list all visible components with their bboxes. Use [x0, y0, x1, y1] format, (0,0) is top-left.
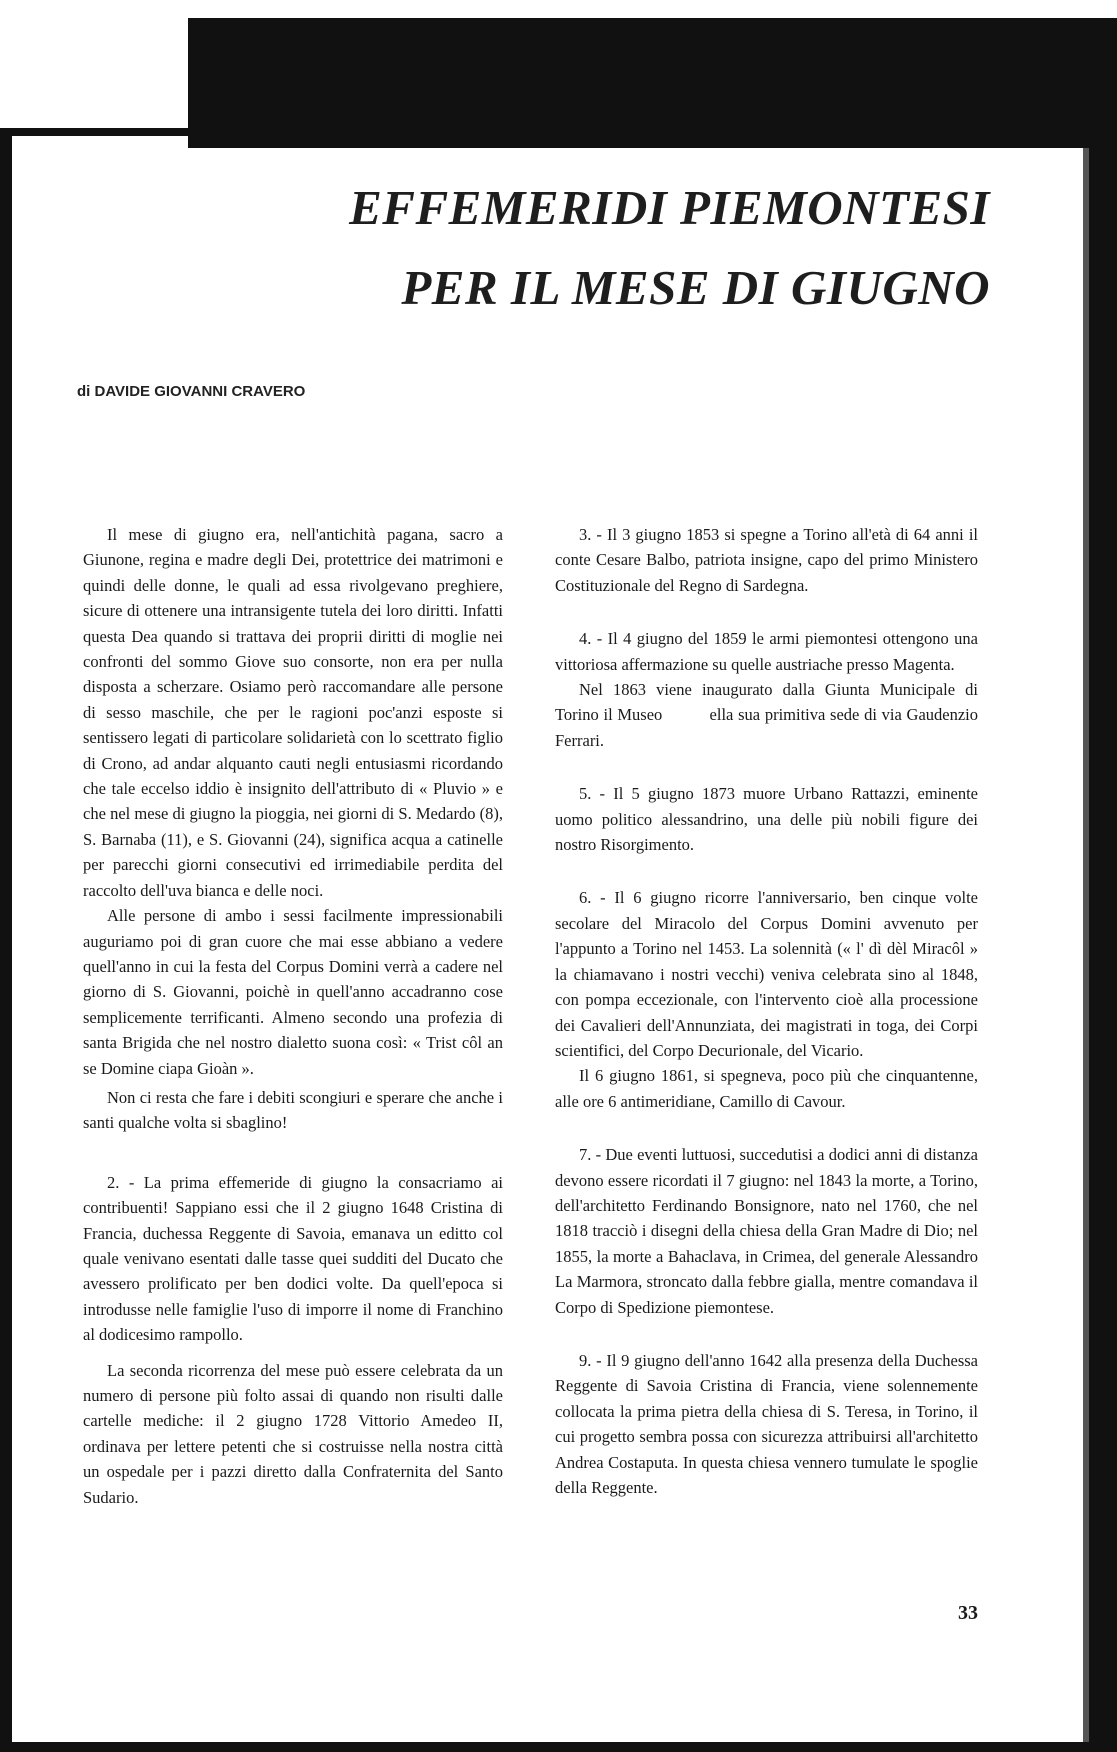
paragraph: La seconda ricorrenza del mese può essere celebrata da un numero di persone più folto assai di quando non risulti dalle cartelle mediche: il 2 giugno 1728 Vittorio Amedeo II, ordinava per lettere petenti che si costruisse nella nostra città un ospedale per i pazzi diretto dalla Confraternita del Santo Sudario. [83, 1360, 503, 1507]
paragraph: 4. - Il 4 giugno del 1859 le armi piemontesi ottengono una vittoriosa affermazione su quelle austriache presso Magenta. [555, 629, 978, 674]
author-byline: di DAVIDE GIOVANNI CRAVERO [77, 383, 306, 400]
header-black-bar [188, 18, 1117, 148]
right-column [555, 522, 983, 1500]
paragraph: Il mese di giugno era, nell'antichità pagana, sacro a Giunone, regina e madre degli Dei, protettrice dei matrimoni e quindi delle donne, le quali ad essa rivolgevano preghiere, sicure di ottenere una intransigente tutela dei loro diritti. Infatti questa Dea quando si trattava dei proprii diritti di moglie nei confronti del sommo Giove suo consorte, non era per nulla disposta a scherzare. Osiamo però raccomandare alle persone di sesso maschile, che per le ragioni poc'anzi esposte si sentissero legati di particolare solidarietà con lo scettrato figlio di Crono, ad andar alquanto cauti negli entusiasmi ricordando che tale eccelso iddio è insignito dell'attributo di « Pluvio » e che nel mese di giugno la pioggia, nei giorni di S. Medardo (8), S. Barnaba (11), e S. Giovanni (24), significa acqua a catinelle per parecchi giorni consecutivi ed irrimediabile perdita del raccolto dell'uva bianca e delle noci. [83, 525, 503, 900]
frame-bottom-border [0, 1742, 1117, 1752]
title-line-2: PER IL MESE DI GIUGNO [401, 260, 990, 315]
frame-top-left-border [0, 128, 200, 136]
frame-left-border [0, 130, 12, 1752]
paragraph: Il 6 giugno 1861, si spegneva, poco più che cinquantenne, alle ore 6 antimeridiane, Camillo di Cavour. [555, 1066, 978, 1111]
paragraph: 6. - Il 6 giugno ricorre l'anniversario, ben cinque volte secolare del Miracolo del Corpus Domini avvenuto per l'appunto a Torino nel 1453. La solennità (« l' dì dèl Miracôl » la chiamavano i nostri vecchi) veniva celebrata sino al 1848, con pompa eccezionale, con l'intervento cioè alla processione dei Cavalieri dell'Annunziata, dei magistrati in toga, dei Corpi scientifici, del Corpo Decurionale, del Vicario. [555, 888, 978, 1060]
paragraph: 2. - La prima effemeride di giugno la consacriamo ai contribuenti! Sappiano essi che il 2 giugno 1648 Cristina di Francia, duchessa Reggente di Savoia, emanava un editto col quale venivano esentati dalle tasse quei sudditi del Ducato che avessero prolificato per ben dodici volte. Da quell'epoca si introdusse nelle famiglie l'uso di imporre il nome di Franchino al dodicesimo rampollo. [83, 1172, 503, 1345]
paragraph: Non ci resta che fare i debiti scongiuri e sperare che anche i santi qualche volta si sbaglino! [83, 1087, 503, 1133]
paragraph: Alle persone di ambo i sessi facilmente impressionabili auguriamo poi di gran cuore che mai esse abbiano a vedere quell'anno in cui la festa del Corpus Domini verrà a cadere nel giorno di S. Giovanni, poichè in quell'anno accadranno cose semplicemente terrificanti. Almeno secondo una profezia di santa Brigida che nel nostro dialetto suona così: « Trist côl an se Domine ciapa Gioàn ». [83, 906, 503, 1078]
paragraph: 7. - Due eventi luttuosi, succedutisi a dodici anni di distanza devono essere ricordati il 7 giugno: nel 1843 la morte, a Torino, dell'architetto Ferdinando Bonsignore, nato nel 1760, che nel 1818 tracciò i disegni della chiesa della Gran Madre di Dio; nel 1855, la morte a Bahaclava, in Crimea, del generale Alessandro La Marmora, stroncato dalla febbre gialla, mentre comandava il Corpo di Spedizione piemontese. [555, 1145, 978, 1317]
frame-right-border [1089, 148, 1117, 1752]
left-column [83, 522, 503, 1510]
paragraph: 9. - Il 9 giugno dell'anno 1642 alla presenza della Duchessa Reggente di Savoia Cristina di Francia, viene solennemente collocata la prima pietra della chiesa di S. Teresa, in Torino, il cui progetto sembra possa con sicurezza attribuirsi all'architetto Andrea Costaputa. In questa chiesa vennero tumulate le spoglie della Reggente. [555, 1350, 978, 1497]
paragraph: Nel 1863 viene inaugurato dalla Giunta Municipale di Torino il Museo ella sua primitiva sede di via Gaudenzio Ferrari. [555, 680, 983, 750]
article-title [330, 168, 990, 328]
paragraph: 3. - Il 3 giugno 1853 si spegne a Torino all'età di 64 anni il conte Cesare Balbo, patriota insigne, capo del primo Ministero Costituzionale del Regno di Sardegna. [555, 525, 978, 595]
paragraph: 5. - Il 5 giugno 1873 muore Urbano Rattazzi, eminente uomo politico alessandrino, una delle più nobili figure dei nostro Risorgimento. [555, 784, 978, 855]
title-line-1: EFFEMERIDI PIEMONTESI [349, 180, 990, 235]
page-number: 33 [958, 1602, 978, 1624]
